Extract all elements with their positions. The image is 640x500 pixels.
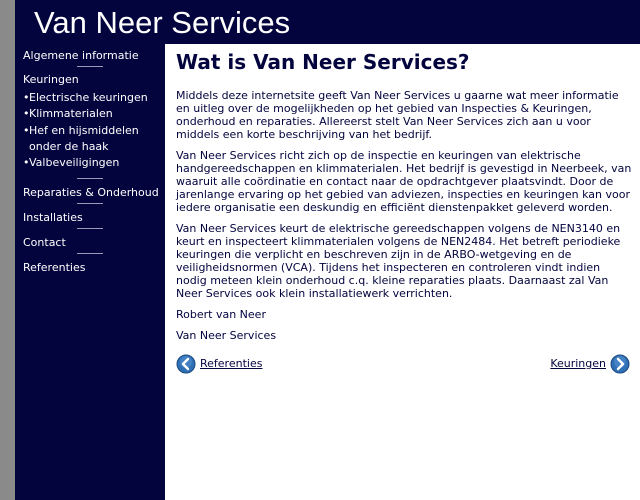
bullet-icon: • — [23, 124, 30, 137]
site-title: Van Neer Services — [34, 5, 291, 40]
sidebar-item-keuringen[interactable]: Keuringen — [23, 73, 79, 86]
sidebar-subitem-hef-en-hijsmiddelen[interactable]: •Hef en hijsmiddelen — [23, 124, 139, 137]
sidebar-item-contact[interactable]: Contact — [23, 236, 66, 249]
bullet-icon: • — [23, 91, 30, 104]
page-title: Wat is Van Neer Services? — [176, 50, 470, 74]
signature-company: Van Neer Services — [176, 329, 277, 342]
prev-page-label: Referenties — [200, 357, 263, 370]
arrow-right-circle-icon — [610, 354, 630, 374]
arrow-left-circle-icon — [176, 354, 196, 374]
sidebar-subitem-valbeveiligingen[interactable]: •Valbeveiligingen — [23, 156, 120, 169]
nav-separator — [77, 203, 103, 204]
main-content — [176, 44, 634, 342]
sidebar-item-referenties[interactable]: Referenties — [23, 261, 86, 274]
nav-separator — [77, 178, 103, 179]
next-page-label: Keuringen — [550, 357, 606, 370]
sidebar-item-reparaties-onderhoud[interactable]: Reparaties & Onderhoud — [23, 186, 159, 199]
sidebar-subitem-onder-de-haak[interactable]: onder de haak — [29, 140, 109, 153]
sidebar-item-installaties[interactable]: Installaties — [23, 211, 83, 224]
nav-separator — [77, 66, 103, 67]
bullet-icon: • — [23, 107, 30, 120]
next-page-link[interactable] — [550, 354, 630, 374]
intro-paragraph: Middels deze internetsite geeft Van Neer Services u gaarne wat meer informatie en uitleg over de mogelijkheden op het gebied van Inspecties & Keuringen, onderhoud en reparaties. Allereerst stelt Van Neer Services zich aan u voor middels een korte beschrijving van het bedrijf. — [176, 89, 619, 141]
bullet-icon: • — [23, 156, 30, 169]
standards-paragraph: Van Neer Services keurt de elektrische gereedschappen volgens de NEN3140 en keurt en inspecteert klimmaterialen volgens de NEN2484. Het betreft periodieke keuringen die verplicht en beschreven zijn in de ARBO-wetgeving en de veiligheidsnormen (VCA). Tijdens het inspecteren en controleren vindt indien nodig meteen klein onderhoud c.q. kleine reparaties plaats. Daarnaast zal Van Neer Services ook klein installatiewerk verrichten. — [176, 222, 621, 300]
prev-page-link[interactable] — [176, 354, 262, 374]
sidebar-item-algemene-informatie[interactable]: Algemene informatie — [23, 49, 139, 62]
sidebar-subitem-electrische-keuringen[interactable]: •Electrische keuringen — [23, 91, 148, 104]
signature-name: Robert van Neer — [176, 308, 266, 321]
sidebar-nav — [15, 44, 165, 500]
company-paragraph: Van Neer Services richt zich op de inspectie en keuringen van elektrische handgereedschappen en klimmaterialen. Het bedrijf is gevestigd in Neerbeek, van waaruit alle coördinatie en contact naar de opdrachtgever plaatsvindt. Door de jarenlange ervaring op het gebied van adviezen, inspecties en keuringen kan voor iedere organisatie een deskundig en efficiënt dienstenpakket geleverd worden. — [176, 149, 632, 214]
sidebar-subitem-klimmaterialen[interactable]: •Klimmaterialen — [23, 107, 113, 120]
left-gray-strip — [0, 0, 15, 500]
site-header — [15, 0, 640, 44]
nav-separator — [77, 228, 103, 229]
nav-separator — [77, 253, 103, 254]
